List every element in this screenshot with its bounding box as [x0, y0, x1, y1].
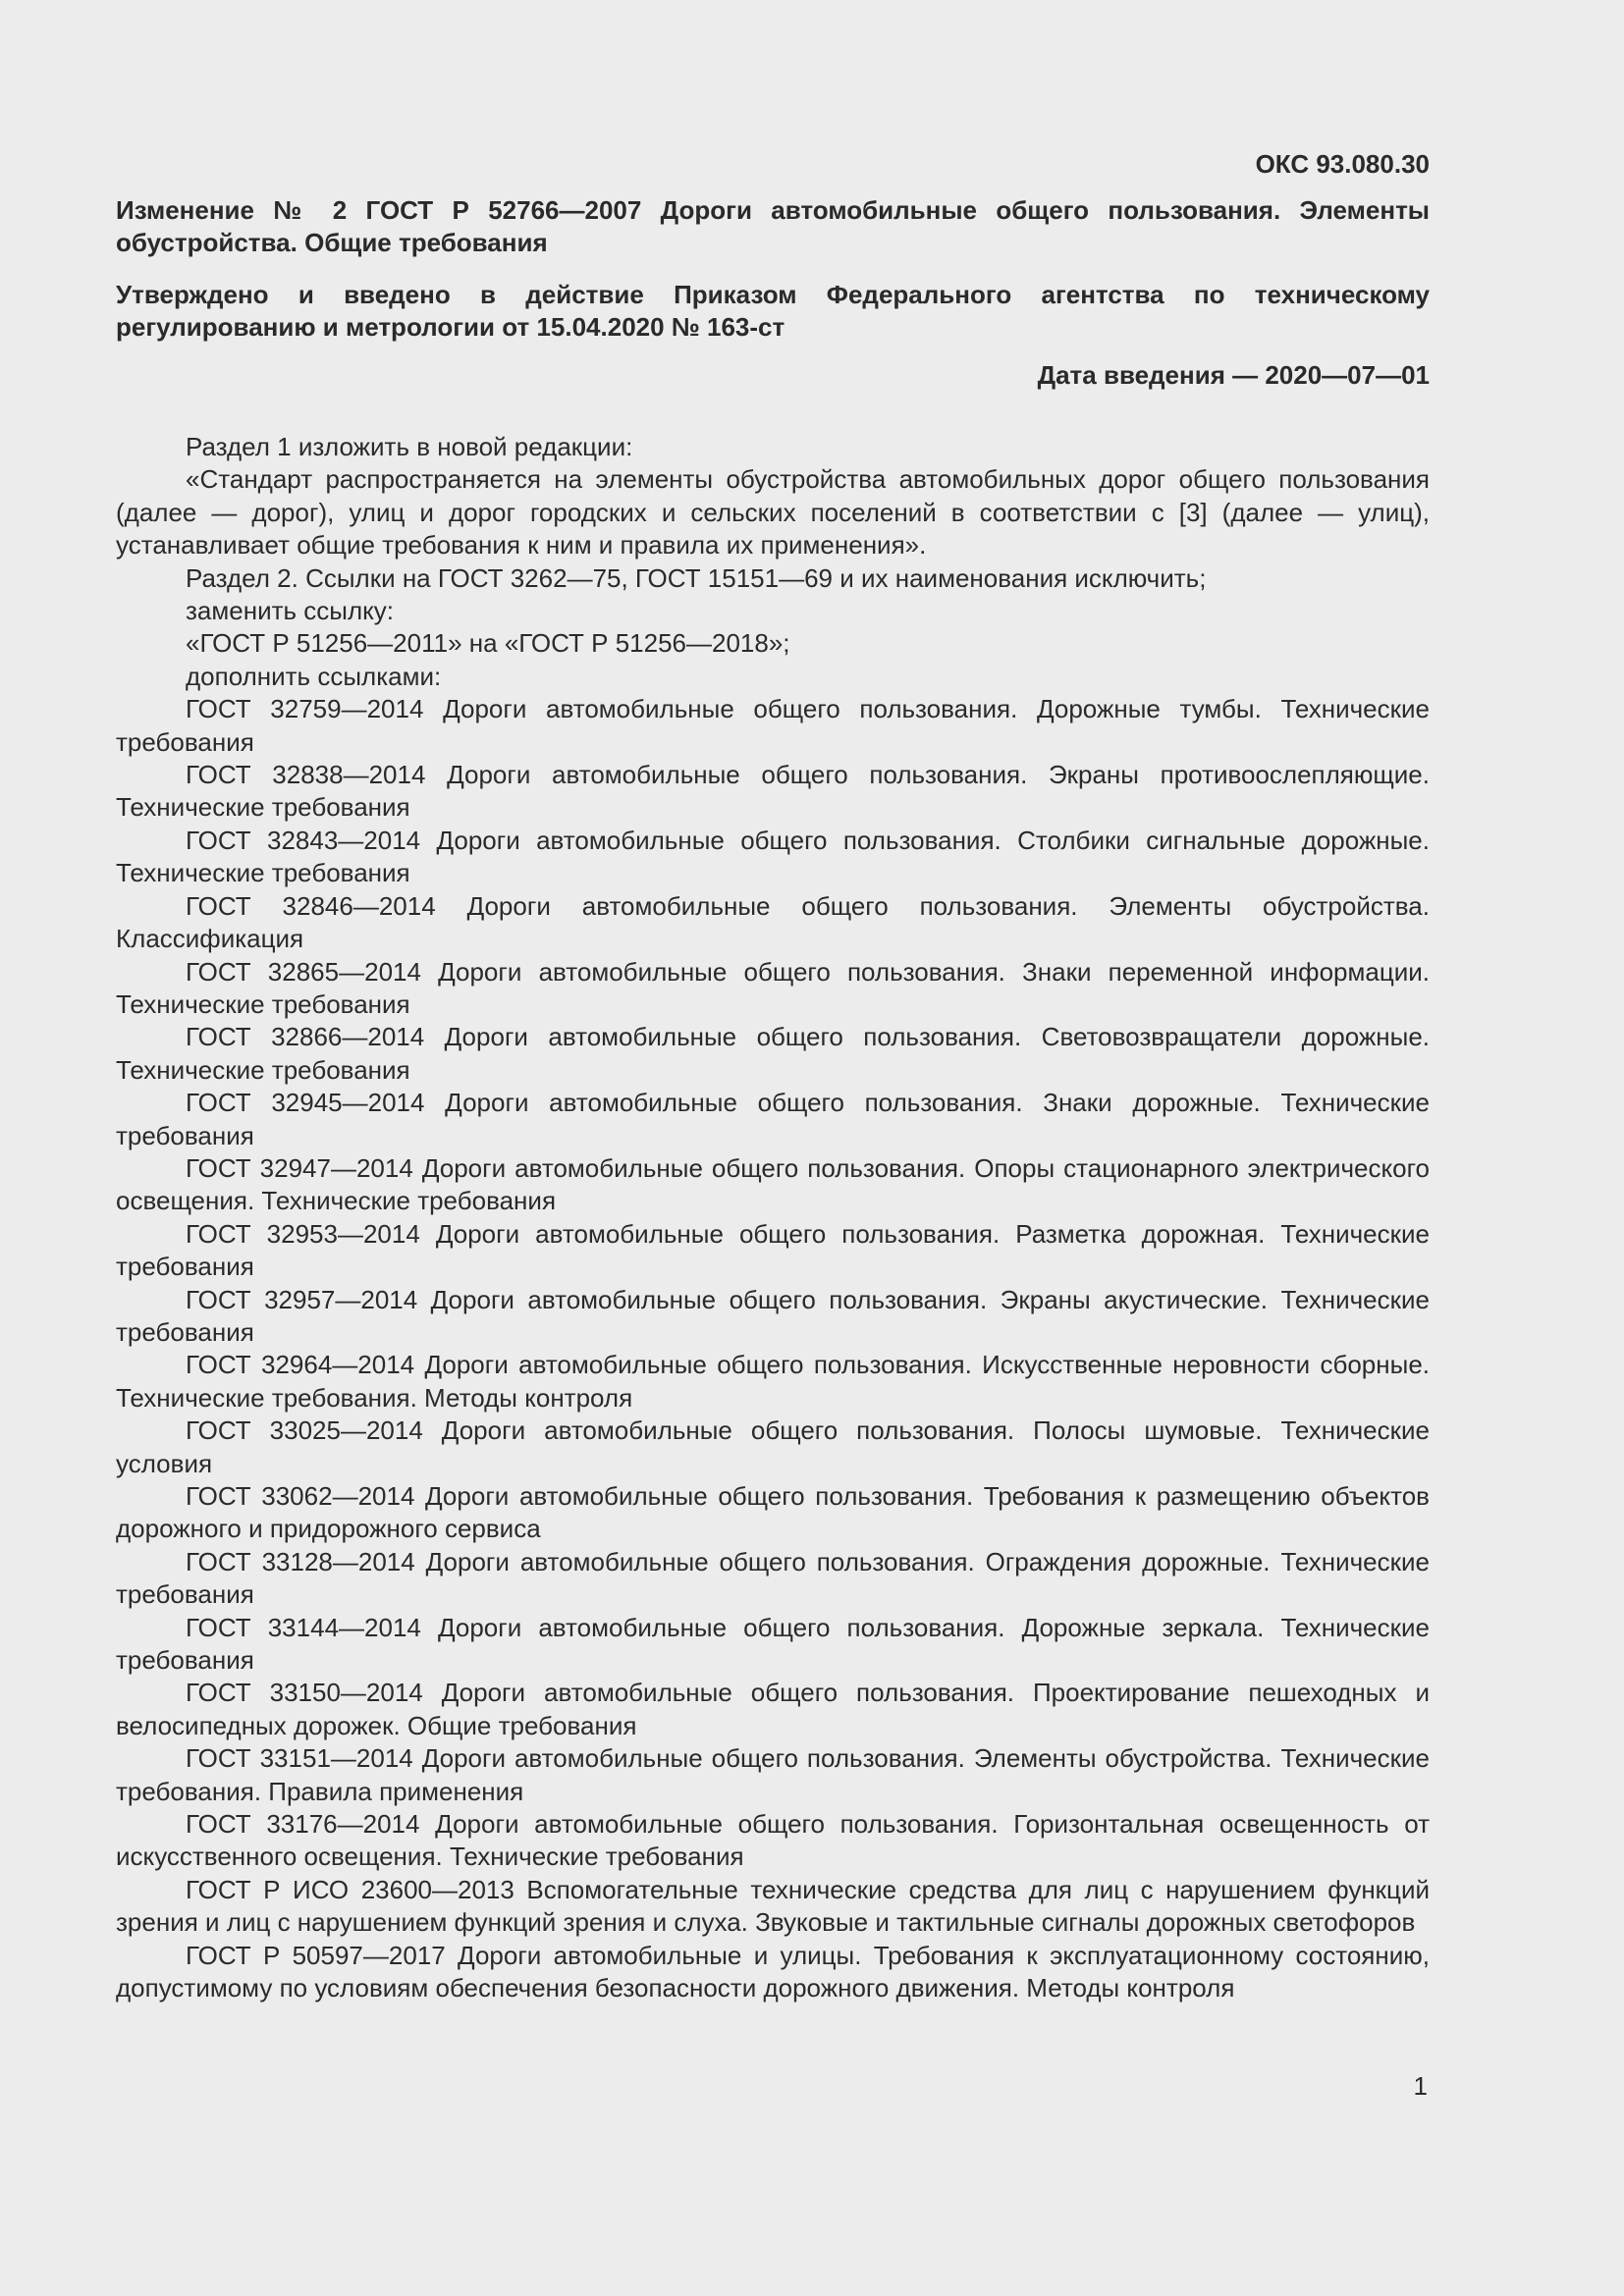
- body-paragraph: ГОСТ 32865—2014 Дороги автомобильные общего пользования. Знаки переменной информации. Технические требования: [116, 956, 1430, 1019]
- body-paragraph: ГОСТ 32838—2014 Дороги автомобильные общего пользования. Экраны противоослепляющие. Технические требования: [116, 760, 1430, 823]
- body-paragraph: ГОСТ 32843—2014 Дороги автомобильные общего пользования. Столбики сигнальные дорожные. Технические требования: [116, 825, 1430, 888]
- approval-statement: Утверждено и введено в действие Приказом Федерального агентства по техническому регулированию и метрологии от 15.04.2020 № 163-ст: [116, 280, 1430, 342]
- body-paragraph: ГОСТ Р 50597—2017 Дороги автомобильные и улицы. Требования к эксплуатационному состоянию, допустимому по условиям обеспечения безопасности дорожного движения. Методы контроля: [116, 1940, 1430, 2003]
- body-paragraph: ГОСТ 32964—2014 Дороги автомобильные общего пользования. Искусственные неровности сборные. Технические требования. Методы контроля: [116, 1350, 1430, 1413]
- body-paragraph: ГОСТ 32947—2014 Дороги автомобильные общего пользования. Опоры стационарного электрического освещения. Технические требования: [116, 1152, 1430, 1216]
- body-paragraph: ГОСТ 33062—2014 Дороги автомобильные общего пользования. Требования к размещению объектов дорожного и придорожного сервиса: [116, 1481, 1430, 1544]
- page-number: 1: [1413, 2071, 1428, 2101]
- body-paragraph: ГОСТ 33176—2014 Дороги автомобильные общего пользования. Горизонтальная освещенность от искусственного освещения. Технические требования: [116, 1809, 1430, 1872]
- body-paragraph: ГОСТ 32759—2014 Дороги автомобильные общего пользования. Дорожные тумбы. Технические требования: [116, 694, 1430, 757]
- body-paragraph: ГОСТ 33151—2014 Дороги автомобильные общего пользования. Элементы обустройства. Технические требования. Правила применения: [116, 1743, 1430, 1806]
- body-paragraph: Раздел 1 изложить в новой редакции:: [186, 432, 633, 461]
- body-paragraph: «ГОСТ Р 51256—2011» на «ГОСТ Р 51256—2018»;: [186, 628, 790, 659]
- body-paragraph: ГОСТ 32957—2014 Дороги автомобильные общего пользования. Экраны акустические. Технические требования: [116, 1284, 1430, 1347]
- body-paragraph: ГОСТ 33128—2014 Дороги автомобильные общего пользования. Ограждения дорожные. Технические требования: [116, 1546, 1430, 1610]
- body-paragraph: ГОСТ 32953—2014 Дороги автомобильные общего пользования. Разметка дорожная. Технические требования: [116, 1218, 1430, 1282]
- body-paragraph: ГОСТ 33150—2014 Дороги автомобильные общего пользования. Проектирование пешеходных и велосипедных дорожек. Общие требования: [116, 1678, 1430, 1740]
- body-paragraph: ГОСТ 32866—2014 Дороги автомобильные общего пользования. Световозвращатели дорожные. Технические требования: [116, 1022, 1430, 1085]
- classification-code: ОКС 93.080.30: [1255, 149, 1430, 179]
- document-title: Изменение № 2 ГОСТ Р 52766—2007 Дороги автомобильные общего пользования. Элементы обустройства. Общие требования: [116, 195, 1430, 257]
- effective-date: Дата введения — 2020—07—01: [1037, 360, 1430, 390]
- body-paragraph: дополнить ссылками:: [186, 661, 442, 691]
- body-paragraph: Раздел 2. Ссылки на ГОСТ 3262—75, ГОСТ 15151—69 и их наименования исключить;: [186, 562, 1207, 593]
- document-body: [116, 431, 1430, 2005]
- body-paragraph: «Стандарт распространяется на элементы обустройства автомобильных дорог общего пользования (далее — дорог), улиц и дорог городских и сельских поселений в соответствии с [3] (далее — улиц), устанавливает общие требования к ним и правила их применения».: [116, 464, 1430, 561]
- body-paragraph: ГОСТ 33144—2014 Дороги автомобильные общего пользования. Дорожные зеркала. Технические требования: [116, 1612, 1430, 1676]
- document-content: [116, 147, 1430, 2005]
- body-paragraph: ГОСТ 32945—2014 Дороги автомобильные общего пользования. Знаки дорожные. Технические требования: [116, 1088, 1430, 1150]
- body-paragraph: ГОСТ 33025—2014 Дороги автомобильные общего пользования. Полосы шумовые. Технические условия: [116, 1415, 1430, 1478]
- body-paragraph: ГОСТ 32846—2014 Дороги автомобильные общего пользования. Элементы обустройства. Классификация: [116, 890, 1430, 954]
- body-paragraph: ГОСТ Р ИСО 23600—2013 Вспомогательные технические средства для лиц с нарушением функций зрения и лиц с нарушением функций зрения и слуха. Звуковые и тактильные сигналы дорожных светофоров: [116, 1874, 1430, 1938]
- body-paragraph: заменить ссылку:: [186, 596, 395, 626]
